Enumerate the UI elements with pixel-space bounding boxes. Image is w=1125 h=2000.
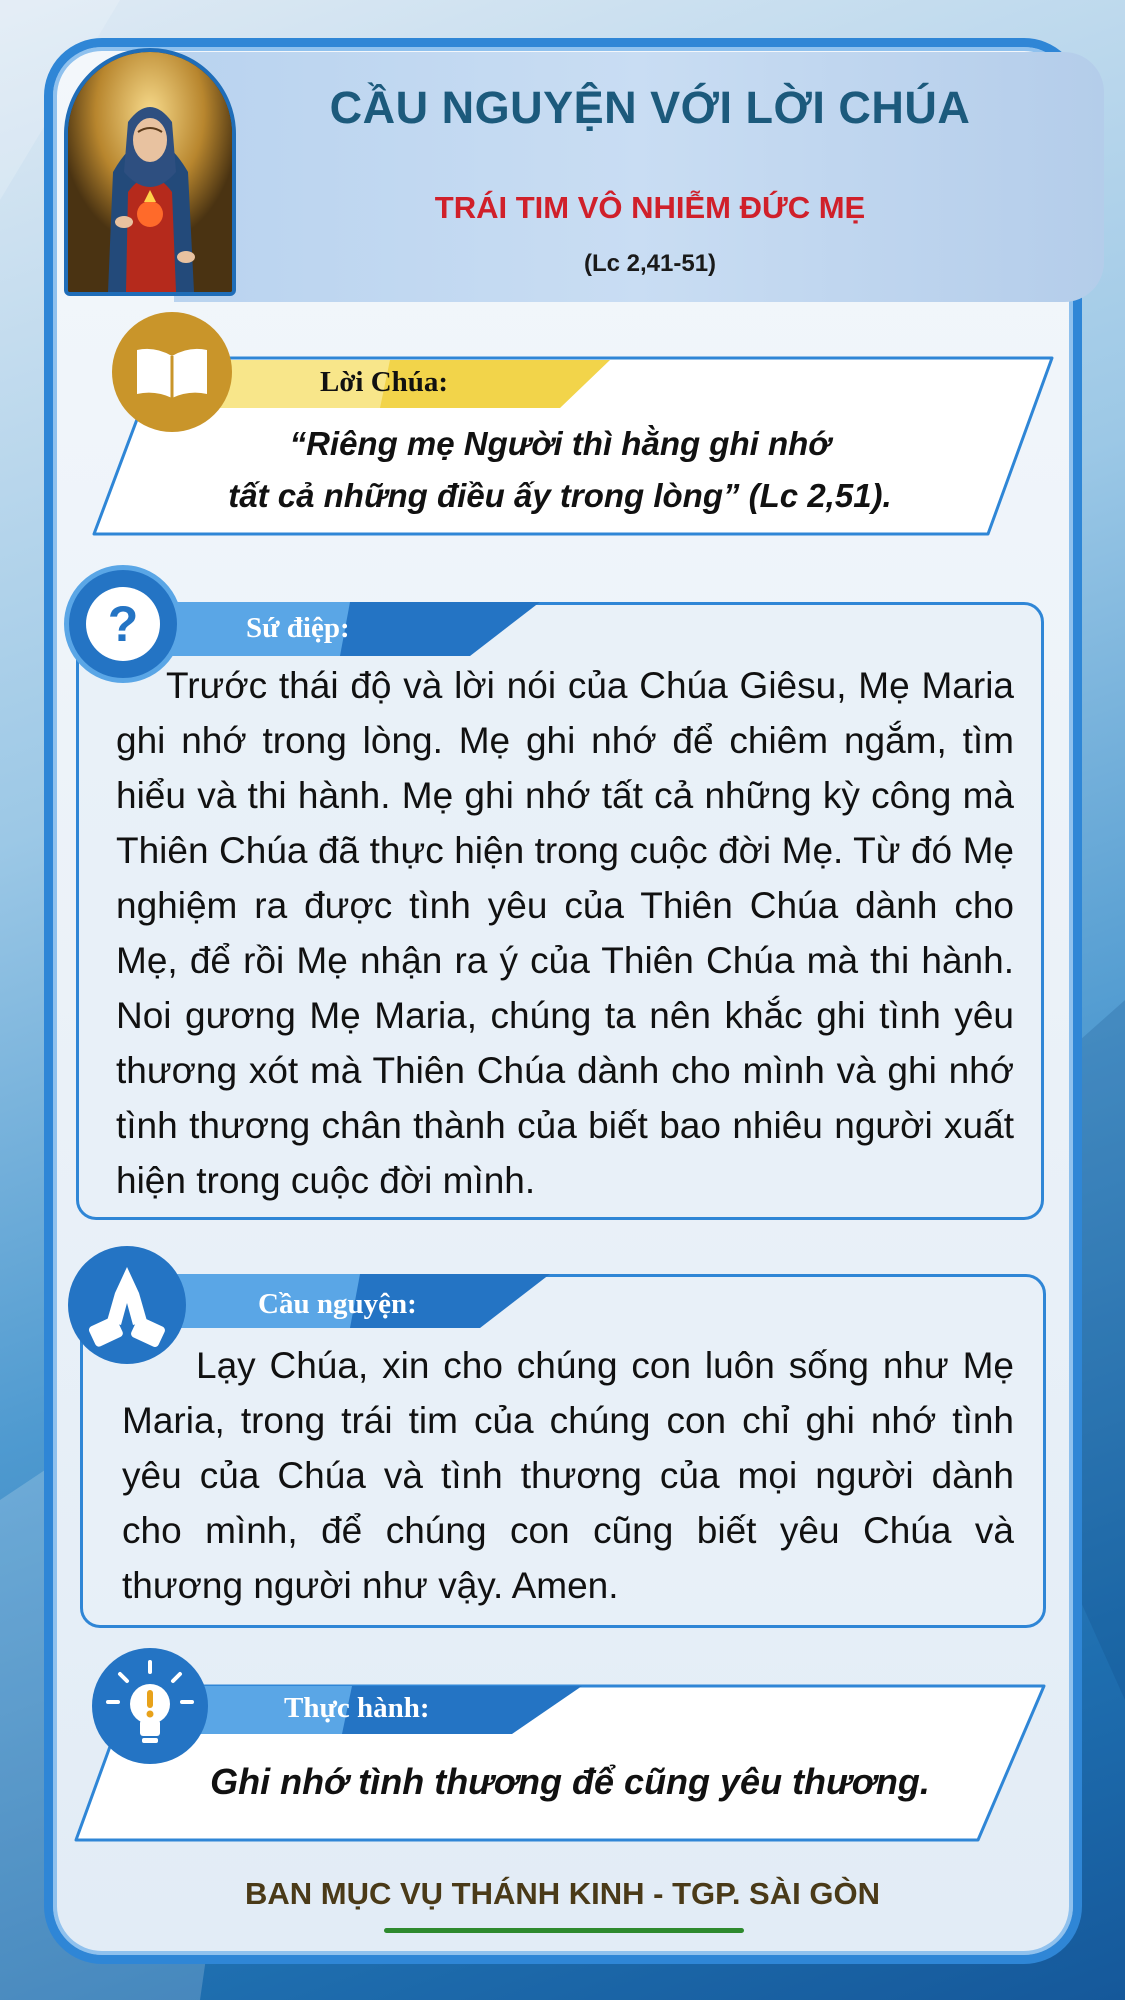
scripture-reference: (Lc 2,41-51) bbox=[583, 250, 717, 277]
page-title: CẦU NGUYỆN VỚI LỜI CHÚA bbox=[329, 82, 971, 133]
su-diep-label-bar bbox=[150, 602, 550, 658]
su-diep-label: Sứ điệp: bbox=[246, 612, 350, 644]
quote-line-2: tất cả những điều ấy trong lòng” (Lc 2,51). bbox=[228, 477, 892, 514]
thuc-hanh-label: Thực hành: bbox=[284, 1692, 430, 1724]
lightbulb-icon bbox=[92, 1648, 208, 1764]
loi-chua-label: Lời Chúa: bbox=[320, 366, 449, 398]
quote-line-1: “Riêng mẹ Người thì hằng ghi nhớ bbox=[289, 425, 831, 462]
page-subtitle: TRÁI TIM VÔ NHIỄM ĐỨC MẸ bbox=[434, 190, 866, 225]
mary-portrait bbox=[64, 48, 236, 296]
book-icon bbox=[112, 312, 232, 432]
cau-nguyen-label: Cầu nguyện: bbox=[258, 1288, 417, 1320]
sacred-heart-image bbox=[68, 52, 232, 292]
footer-underline bbox=[384, 1928, 744, 1933]
footer-text: BAN MỤC VỤ THÁNH KINH - TGP. SÀI GÒN bbox=[245, 1876, 880, 1911]
question-icon: ? bbox=[64, 565, 182, 683]
loi-chua-quote bbox=[150, 418, 970, 522]
thuc-hanh-text: Ghi nhớ tình thương để cũng yêu thương. bbox=[210, 1761, 930, 1802]
cau-nguyen-text: Lạy Chúa, xin cho chúng con luôn sống như Mẹ Maria, trong trái tim của chúng con chỉ ghi nhớ tình yêu của Chúa và tình thương của mọi người dành cho mình, để chúng con cũng biết yêu Chúa và thương người như vậy. Amen. bbox=[122, 1345, 1014, 1606]
su-diep-text: Trước thái độ và lời nói của Chúa Giêsu, Mẹ Maria ghi nhớ trong lòng. Mẹ ghi nhớ để chiêm ngắm, tìm hiểu và thi hành. Mẹ ghi nhớ tất cả những kỳ công mà Thiên Chúa đã thực hiện trong cuộc đời Mẹ. Từ đó Mẹ nghiệm ra được tình yêu của Thiên Chúa dành cho Mẹ, để rồi Mẹ nhận ra ý của Thiên Chúa mà thi hành. Noi gương Mẹ Maria, chúng ta nên khắc ghi tình yêu thương xót mà Thiên Chúa dành cho mình và ghi nhớ tình thương chân thành của biết bao nhiêu người xuất hiện trong cuộc đời mình. bbox=[116, 665, 1014, 1201]
